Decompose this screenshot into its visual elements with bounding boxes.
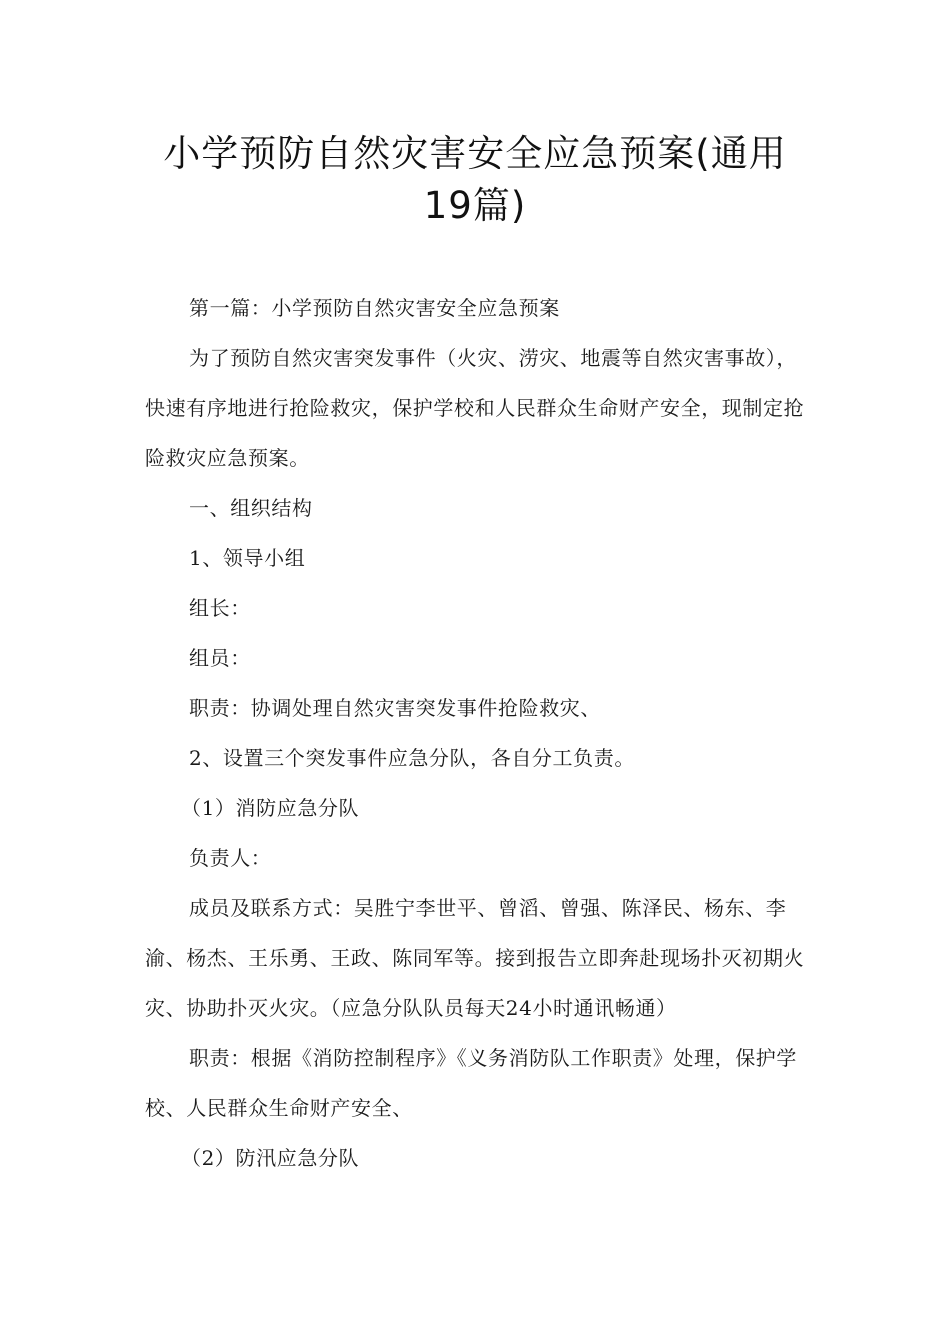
subsection-heading: 2、设置三个突发事件应急分队，各自分工负责。 bbox=[189, 746, 635, 770]
paragraph: 组员： bbox=[189, 646, 251, 670]
section-heading: 第一篇：小学预防自然灾害安全应急预案 bbox=[189, 296, 560, 320]
section-heading: 一、组织结构 bbox=[189, 496, 313, 520]
document-body bbox=[145, 283, 811, 1183]
paragraph: 职责：根据《消防控制程序》《义务消防队工作职责》处理，保护学校、人民群众生命财产安全、 bbox=[145, 1046, 797, 1120]
paragraph: 成员及联系方式：吴胜宁李世平、曾滔、曾强、陈泽民、杨东、李渝、杨杰、王乐勇、王政、陈同军等。接到报告立即奔赴现场扑灭初期火灾、协助扑灭火灾。（应急分队队员每天24小时通讯畅通） bbox=[145, 896, 805, 1020]
subsection-heading: 1、领导小组 bbox=[189, 546, 306, 570]
paragraph: 组长： bbox=[189, 596, 251, 620]
paragraph: 负责人： bbox=[189, 846, 272, 870]
subsection-heading: （1）消防应急分队 bbox=[181, 796, 360, 820]
paragraph: 为了预防自然灾害突发事件（火灾、涝灾、地震等自然灾害事故），快速有序地进行抢险救灾，保护学校和人民群众生命财产安全，现制定抢险救灾应急预案。 bbox=[145, 346, 805, 470]
document-title: 小学预防自然灾害安全应急预案(通用19篇) bbox=[163, 132, 787, 227]
paragraph: 职责：协调处理自然灾害突发事件抢险救灾、 bbox=[189, 696, 601, 720]
subsection-heading: （2）防汛应急分队 bbox=[181, 1146, 360, 1170]
